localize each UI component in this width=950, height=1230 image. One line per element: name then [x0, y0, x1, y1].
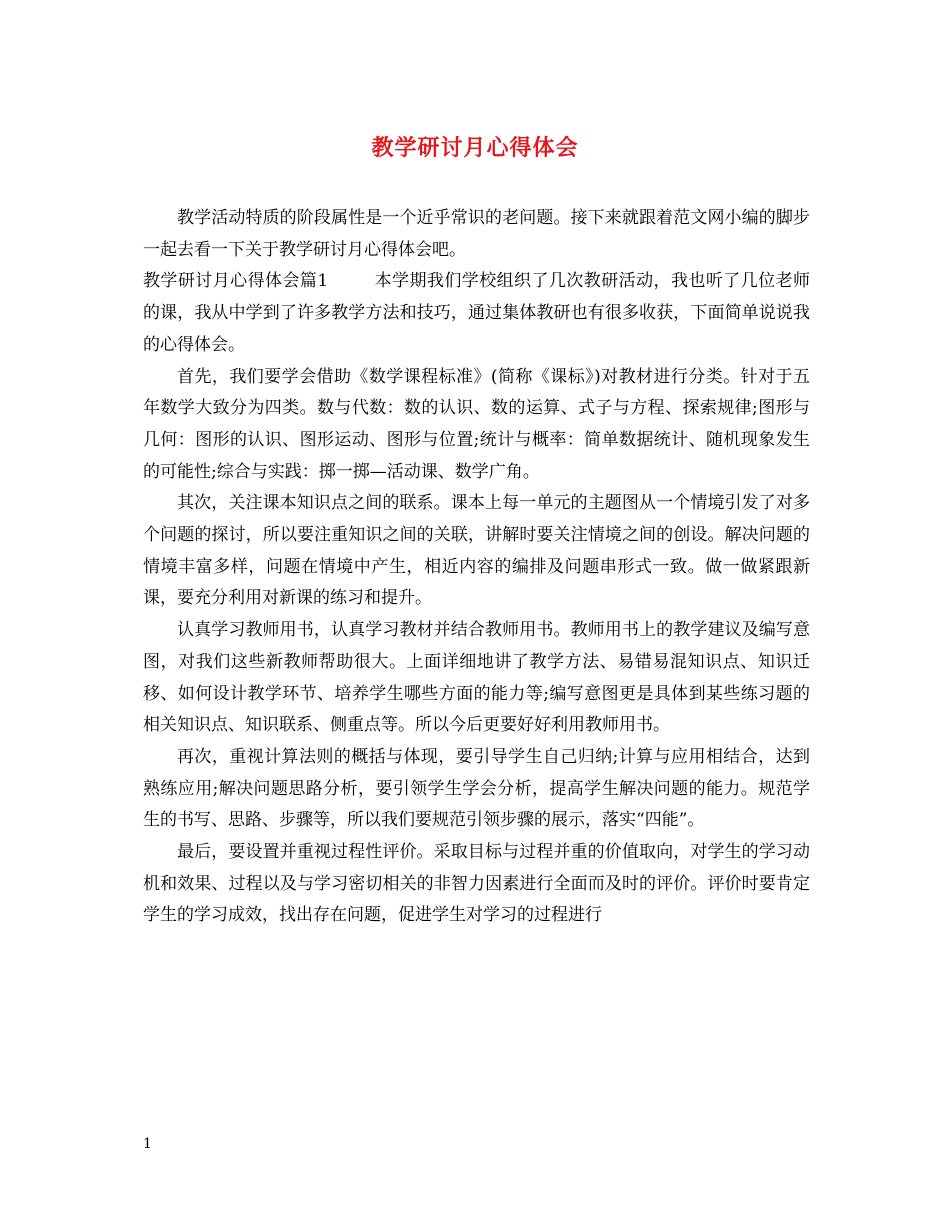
- document-body: [143, 203, 810, 932]
- section-paragraph: [143, 266, 810, 361]
- paragraph-connections: 其次，关注课本知识点之间的联系。课本上每一单元的主题图从一个情境引发了对多个问题的探讨，所以要注重知识之间的关联，讲解时要关注情境之间的创设。解决问题的情境丰富多样，问题在情境中产生，相近内容的编排及问题串形式一致。做一做紧跟新课，要充分利用对新课的练习和提升。: [143, 493, 810, 609]
- section-text: 本学期我们学校组织了几次教研活动，我也听了几位老师的课，我从中学到了许多教学方法和技巧，通过集体教研也有很多收获，下面简单说说我的心得体会。: [143, 271, 810, 355]
- section-heading: 教学研讨月心得体会篇1: [143, 271, 329, 292]
- paragraph-calculation: 再次，重视计算法则的概括与体现，要引导学生自己归纳;计算与应用相结合，达到熟练应用;解决问题思路分析，要引领学生学会分析，提高学生解决问题的能力。规范学生的书写、思路、步骤等，所以我们要规范引领步骤的展示，落实“四能”。: [143, 746, 810, 831]
- document-title: 教学研讨月心得体会: [371, 135, 579, 161]
- page-number: 1: [143, 1136, 152, 1152]
- intro-paragraph: 教学活动特质的阶段属性是一个近乎常识的老问题。接下来就跟着范文网小编的脚步一起去看一下关于教学研讨月心得体会吧。: [143, 208, 810, 260]
- paragraph-evaluation: 最后，要设置并重视过程性评价。采取目标与过程并重的价值取向，对学生的学习动机和效果、过程以及与学习密切相关的非智力因素进行全面而及时的评价。评价时要肯定学生的学习成效，找出存在问题，促进学生对学习的过程进行: [143, 842, 810, 926]
- paragraph-teacher-book: 认真学习教师用书，认真学习教材并结合教师用书。教师用书上的教学建议及编写意图，对我们这些新教师帮助很大。上面详细地讲了教学方法、易错易混知识点、知识迁移、如何设计教学环节、培养学生哪些方面的能力等;编写意图更是具体到某些练习题的相关知识点、知识联系、侧重点等。所以今后更要好好利用教师用书。: [143, 620, 810, 736]
- paragraph-curriculum: 首先，我们要学会借助《数学课程标准》(简称《课标》)对教材进行分类。针对于五年数学大致分为四类。数与代数：数的认识、数的运算、式子与方程、探索规律;图形与几何：图形的认识、图形运动、图形与位置;统计与概率：简单数据统计、随机现象发生的可能性;综合与实践：掷一掷—活动课、数学广角。: [143, 366, 810, 482]
